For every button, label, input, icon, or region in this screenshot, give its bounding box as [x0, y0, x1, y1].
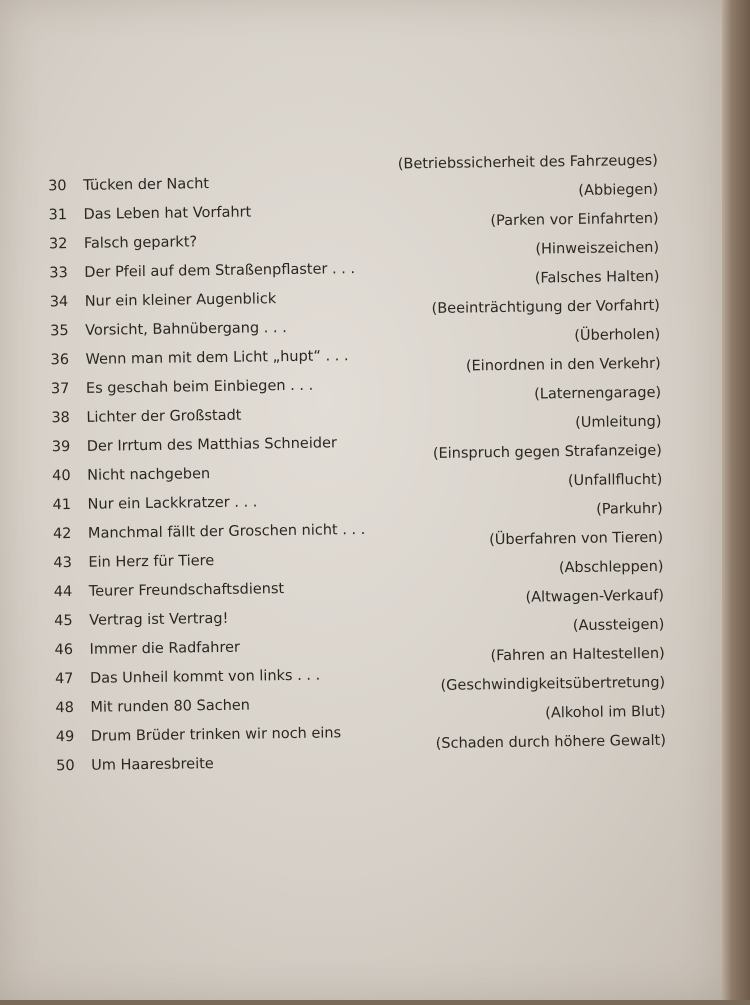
entry-topic: (Beeinträchtigung der Vorfahrt): [431, 297, 660, 317]
entry-title: Mit runden 80 Sachen: [90, 697, 251, 716]
entry-title: Das Unheil kommt von links . . .: [89, 667, 321, 687]
entry-title: Manchmal fällt der Groschen nicht . . .: [87, 521, 366, 542]
entry-number: 39: [51, 439, 71, 456]
entry-topic: (Geschwindigkeitsübertretung): [440, 674, 666, 694]
entry-topic: (Einordnen in den Verkehr): [465, 355, 661, 375]
entry-title: Drum Brüder trinken wir noch eins: [90, 725, 342, 745]
entry-number: 50: [56, 758, 75, 775]
entry-topic: (Parken vor Einfahrten): [490, 210, 659, 230]
entry-number: 43: [53, 555, 72, 572]
entry-topic: (Falsches Halten): [534, 268, 660, 287]
entry-topic: (Schaden durch höhere Gewalt): [435, 732, 667, 752]
entry-topic: (Laternengarage): [534, 384, 662, 403]
entry-title: Nur ein Lackkratzer . . .: [87, 494, 258, 513]
entry-title: Der Pfeil auf dem Straßenpflaster . . .: [84, 261, 356, 281]
entry-title: Nicht nachgeben: [87, 466, 211, 484]
entry-title: Ein Herz für Tiere: [88, 553, 215, 571]
entry-topic: (Betriebssicherheit des Fahrzeuges): [397, 152, 658, 173]
entry-number: 38: [51, 410, 70, 427]
entry-title: Falsch geparkt?: [83, 234, 198, 252]
entry-number: 41: [52, 497, 72, 514]
entry-title: Lichter der Großstadt: [86, 407, 242, 426]
entry-title: Das Leben hat Vorfahrt: [83, 204, 252, 223]
entry-topic: (Alkohol im Blut): [545, 703, 666, 722]
entry-title: Wenn man mit dem Licht „hupt“ . . .: [85, 348, 349, 368]
entry-topic: (Fahren an Haltestellen): [490, 645, 665, 665]
entry-number: 33: [49, 265, 68, 282]
entry-number: 36: [50, 352, 70, 369]
entry-title: Es geschah beim Einbiegen . . .: [85, 377, 314, 397]
entry-topic: (Einspruch gegen Strafanzeige): [432, 442, 663, 462]
entry-title: Vertrag ist Vertrag!: [89, 610, 229, 629]
entry-title: Der Irrtum des Matthias Schneider: [86, 435, 338, 455]
entry-topic: (Parkuhr): [596, 500, 663, 518]
entry-title: Immer die Radfahrer: [89, 639, 241, 658]
entry-number: 40: [52, 468, 71, 485]
entry-number: 49: [55, 729, 75, 746]
entry-number: 47: [54, 671, 74, 688]
entry-number: 48: [55, 700, 74, 717]
entry-number: 31: [48, 207, 68, 224]
entry-number: 34: [49, 294, 69, 311]
entry-title: Um Haaresbreite: [91, 756, 214, 774]
entry-topic: (Abbiegen): [578, 181, 659, 199]
entry-topic: (Aussteigen): [572, 616, 665, 635]
entry-topic: (Unfallflucht): [567, 471, 663, 490]
entry-number: 37: [50, 381, 70, 398]
entry-number: 44: [53, 584, 73, 601]
entry-title: Nur ein kleiner Augenblick: [84, 291, 277, 310]
entry-number: 45: [54, 613, 73, 630]
entry-title: Teurer Freundschaftsdienst: [88, 581, 285, 600]
entry-topic: (Umleitung): [575, 413, 662, 431]
entry-topic: (Abschleppen): [558, 558, 664, 577]
entry-title: Vorsicht, Bahnübergang . . .: [85, 320, 287, 339]
entry-number: 35: [50, 323, 69, 340]
entry-topic: (Altwagen-Verkauf): [525, 587, 665, 606]
entry-topic: (Überfahren von Tieren): [489, 529, 664, 549]
entry-number: 32: [48, 236, 68, 253]
entry-topic: (Überholen): [574, 326, 661, 344]
entry-title: Tücken der Nacht: [83, 176, 210, 194]
entry-number: 42: [52, 526, 72, 543]
entry-number: 30: [48, 178, 67, 195]
entry-number: 46: [54, 642, 74, 659]
entry-topic: (Hinweiszeichen): [535, 239, 660, 258]
